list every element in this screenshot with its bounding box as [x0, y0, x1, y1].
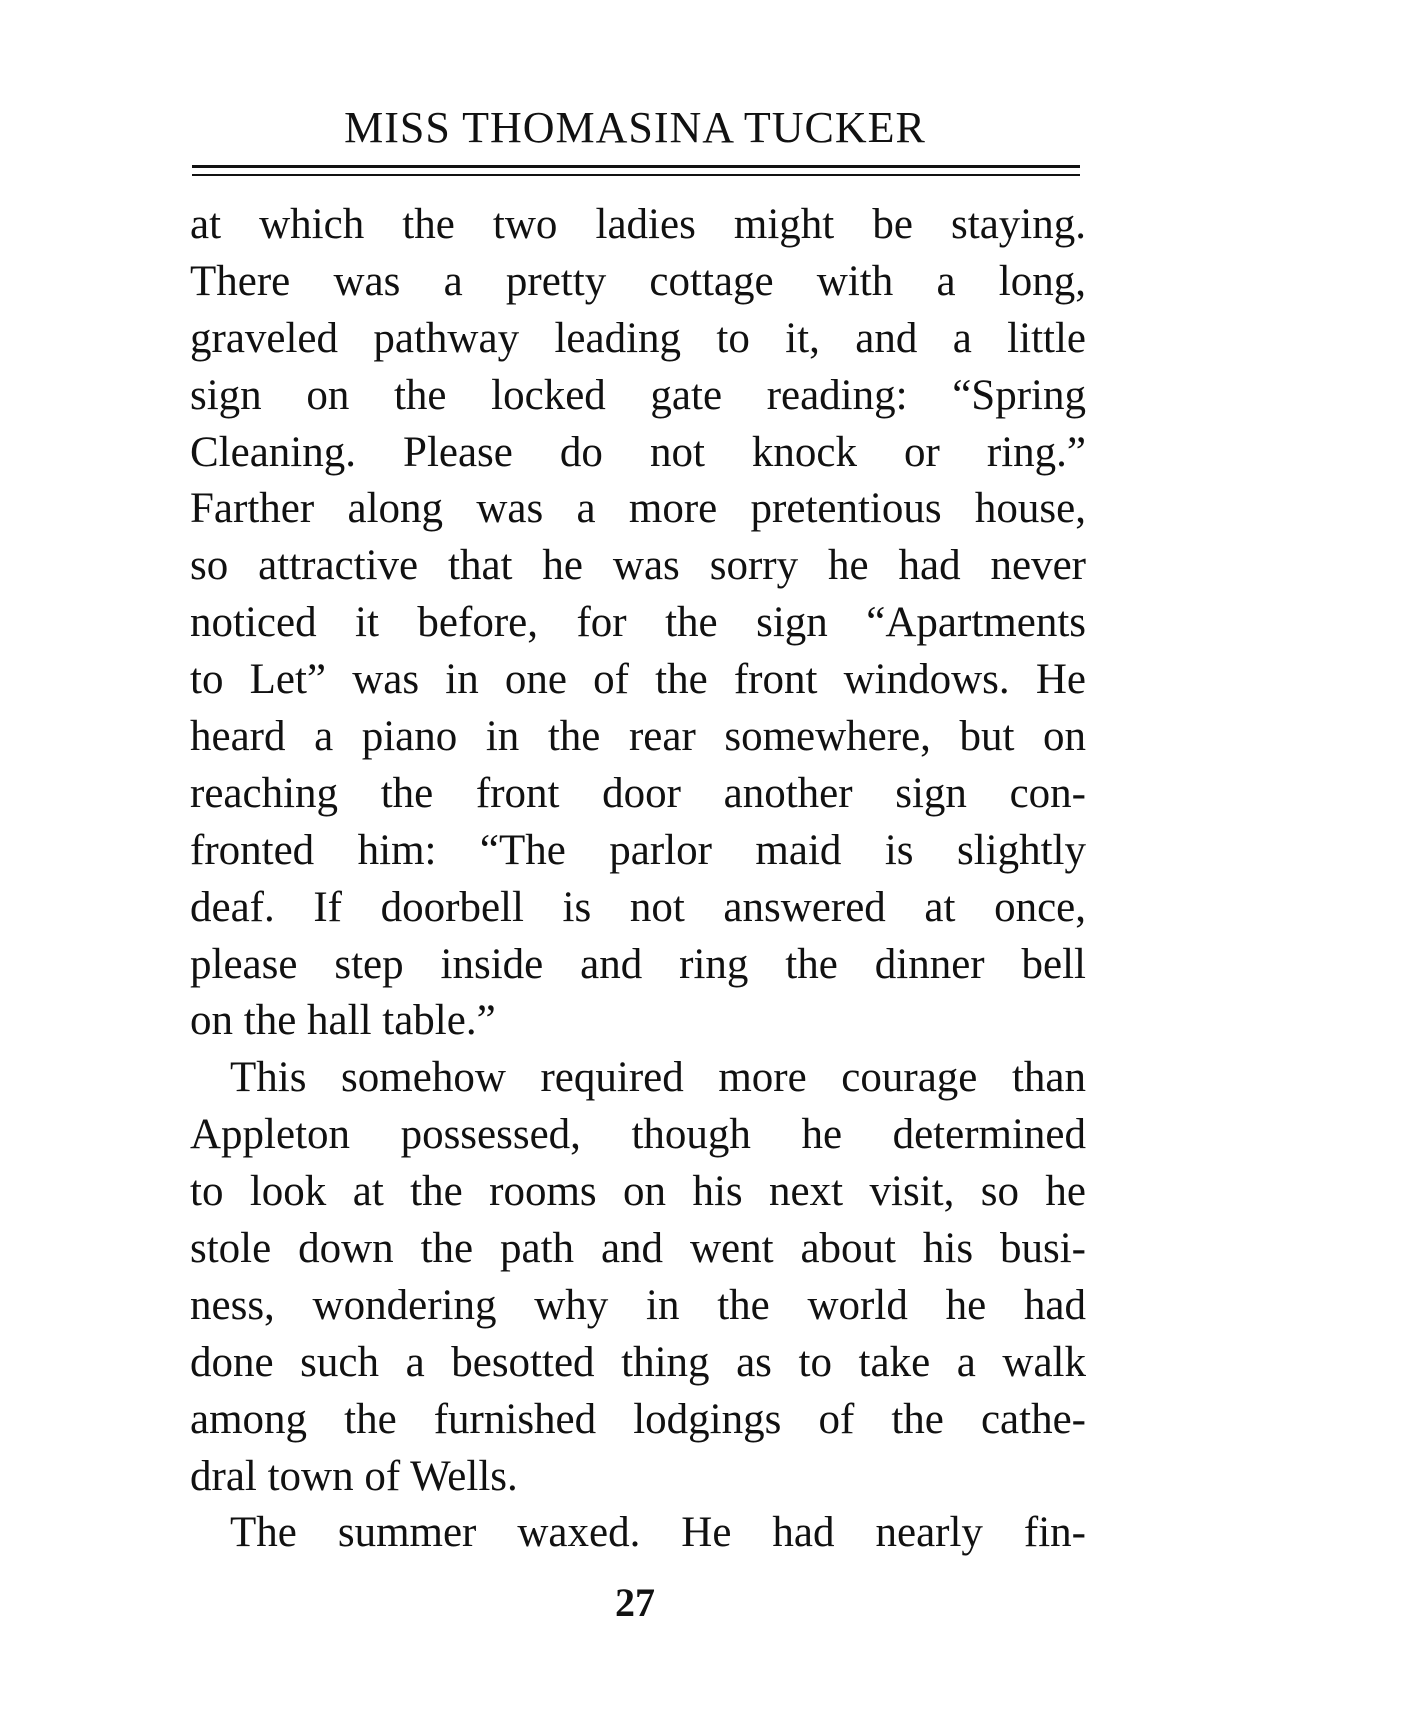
text-line: reaching the front door another sign con- [190, 769, 1086, 817]
running-head-title: MISS THOMASINA TUCKER [344, 103, 926, 152]
text-line: to Let” was in one of the front windows. He [190, 656, 1086, 704]
text-line: noticed it before, for the sign “Apartments [190, 599, 1086, 647]
body-text [190, 197, 1086, 1562]
text-line: Cleaning. Please do not knock or ring.” [190, 428, 1086, 476]
text-line: stole down the path and went about his busi- [190, 1225, 1086, 1273]
text-line: to look at the rooms on his next visit, so he [190, 1168, 1086, 1216]
text-line: on the hall table.” [190, 997, 496, 1045]
text-line: Appleton possessed, though he determined [190, 1111, 1086, 1159]
text-line: deaf. If doorbell is not answered at once, [190, 883, 1086, 931]
text-line: graveled pathway leading to it, and a little [190, 314, 1086, 362]
text-line: done such a besotted thing as to take a walk [190, 1338, 1086, 1386]
text-line: There was a pretty cottage with a long, [190, 257, 1086, 305]
text-line: fronted him: “The parlor maid is slightly [190, 826, 1086, 874]
text-line: at which the two ladies might be staying. [190, 201, 1086, 248]
text-line: ness, wondering why in the world he had [190, 1281, 1086, 1329]
header-rule-thin [192, 174, 1080, 176]
text-line: so attractive that he was sorry he had never [190, 542, 1086, 590]
text-line: dral town of Wells. [190, 1452, 518, 1500]
page-number: 27 [615, 1580, 655, 1625]
text-line: Farther along was a more pretentious house, [190, 485, 1086, 533]
text-line: sign on the locked gate reading: “Spring [190, 371, 1086, 419]
paragraph-start-line: The summer waxed. He had nearly fin- [230, 1509, 1086, 1557]
text-line: heard a piano in the rear somewhere, but on [190, 713, 1086, 761]
text-line: please step inside and ring the dinner bell [190, 940, 1086, 988]
paragraph-start-line: This somehow required more courage than [230, 1054, 1086, 1102]
text-line: among the furnished lodgings of the cathe- [190, 1395, 1086, 1443]
header-rule-thick [192, 165, 1080, 168]
